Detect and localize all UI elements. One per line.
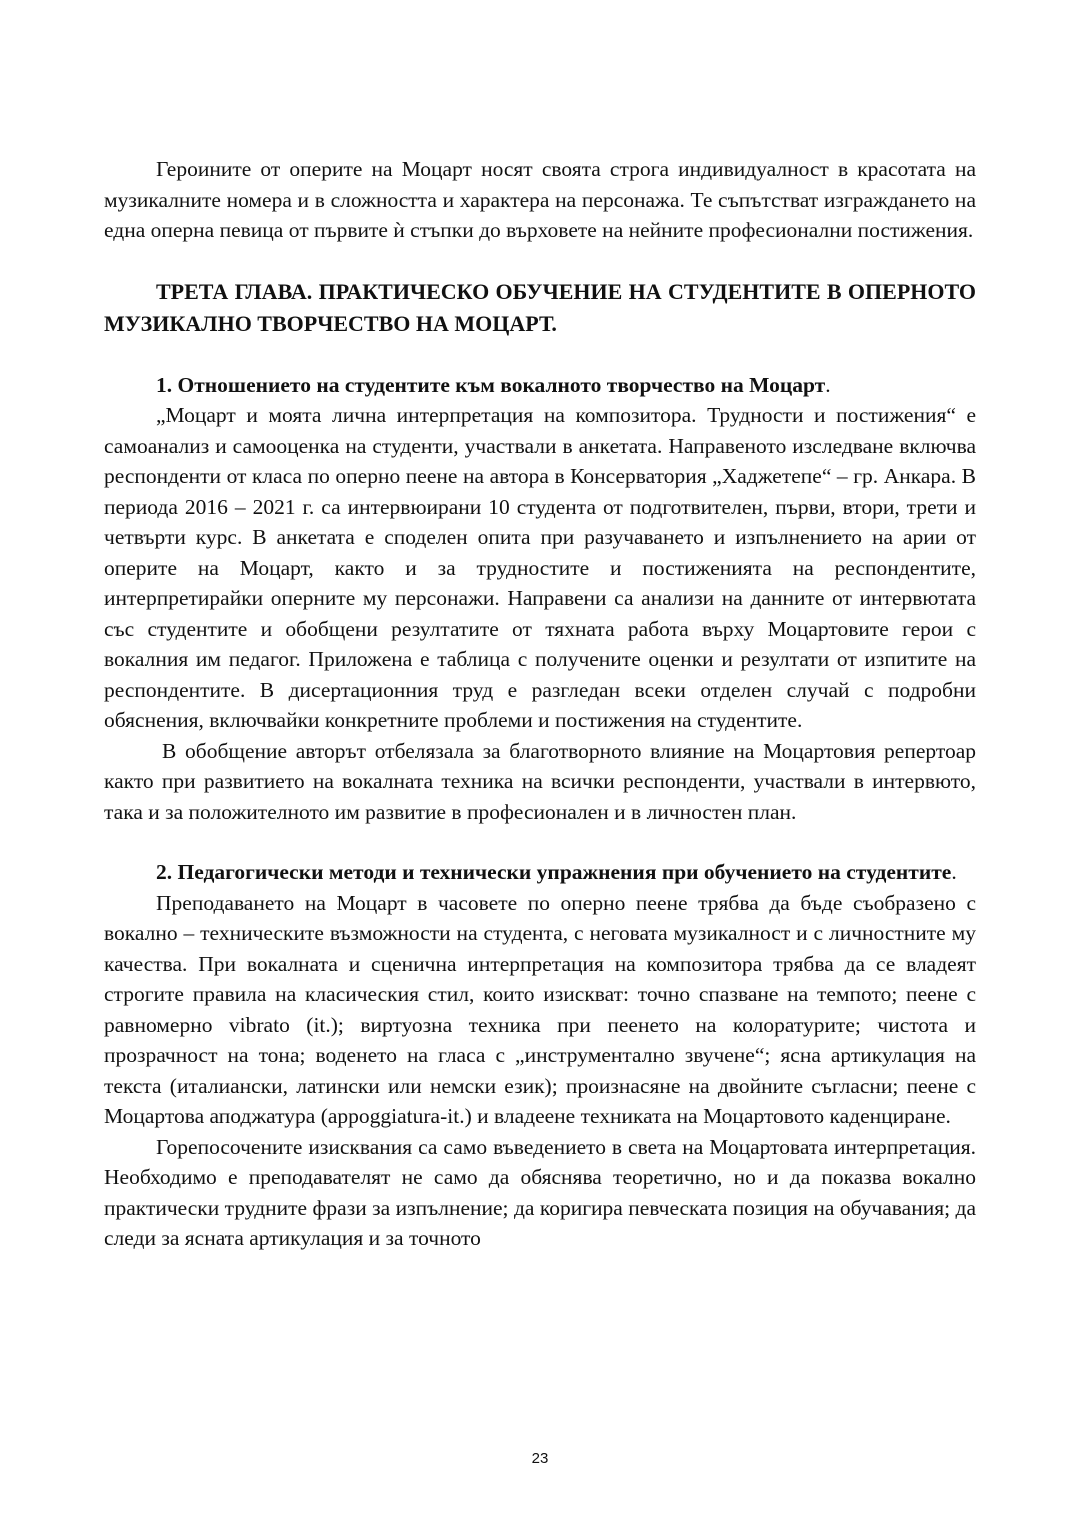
section-2-heading [104,857,976,888]
chapter-title: ТРЕТА ГЛАВА. ПРАКТИЧЕСКО ОБУЧЕНИЕ НА СТУДЕНТИТЕ В ОПЕРНОТО МУЗИКАЛНО ТВОРЧЕСТВО НА МОЦАРТ. [104,278,976,336]
page-number: 23 [531,1450,549,1467]
section-1-title: 1. Отношението на студентите към вокалното творчество на Моцарт [156,372,826,397]
section-2-paragraph-1: Преподаването на Моцарт в часовете по оперно пеене трябва да бъде съобразено с вокално – техническите възможности на студента, с неговата музикалност и с личностните му качества. При вокалната и сценична интерпретация на композитора трябва да се владеят строгите правила на класическия стил, които изискват: точно спазване на темпото; пеене с равномерно vibrato (it.); виртуозна техника при пеенето на колоратурите; чистота и прозрачност на тона; воденето на гласа с „инструментално звучене“; ясна артикулация на текста (италиански, латински или немски език); произнасяне на двойните съгласни; пеене с Моцартова аподжатура (appoggiatura-it.) и владеене техниката на Моцартовото каденциране. [104,890,976,1128]
section-1-heading [104,370,976,401]
section-2-paragraph-2: Горепосочените изисквания са само въведението в света на Моцартовата интерпретация. Необходимо е преподавателят не само да обяснява теоретично, но и да показва вокално практически трудните фрази за изпълнение; да коригира певческата позиция на обучавания; да следи за ясната артикулация и за точното [104,1134,976,1250]
intro-paragraph: Героините от оперите на Моцарт носят своята строга индивидуалност в красотата на музикалните номера и в сложността и характера на персонажа. Те съпътстват изграждането на една оперна певица от първите ѝ стъпки до върховете на нейните професионални постижения. [104,157,976,242]
page-content [104,154,976,1254]
section-2-period: . [951,860,957,884]
section-1-paragraph-1: „Моцарт и моята лична интерпретация на композитора. Трудности и постижения“ е самоанализ и самооценка на студенти, участвали в анкетата. Направеното изследване включва респонденти от класа по оперно пеене на автора в Консерватория „Хаджетепе“ – гр. Анкара. В периода 2016 – 2021 г. са интервюирани 10 студента от подготвителен, първи, втори, трети и четвърти курс. В анкетата е споделен опита при разучаването и изпълнението на арии от оперите на Моцарт, както и за трудностите и постиженията на респондентите, интерпретирайки оперните му персонажи. Направени са анализи на данните от интервютата със студентите и обобщени резултатите от тяхната работа върху Моцартовите герои с вокалния им педагог. Приложена е таблица с получените оценки и резултати от изпитите на респондентите. В дисертационния труд е разгледан всеки отделен случай с подробни обяснения, включвайки конкретните проблеми и постижения на студентите. [104,403,976,732]
section-2-title: 2. Педагогически методи и технически упражнения при обучението на студентите [156,860,952,884]
section-1-paragraph-2: В обобщение авторът отбелязала за благотворното влияние на Моцартовия репертоар както при развитието на вокалната техника на всички респонденти, участвали в интервюто, така и за положителното им развитие в професионален и в личностен план. [104,738,976,824]
section-1-period: . [825,372,831,397]
